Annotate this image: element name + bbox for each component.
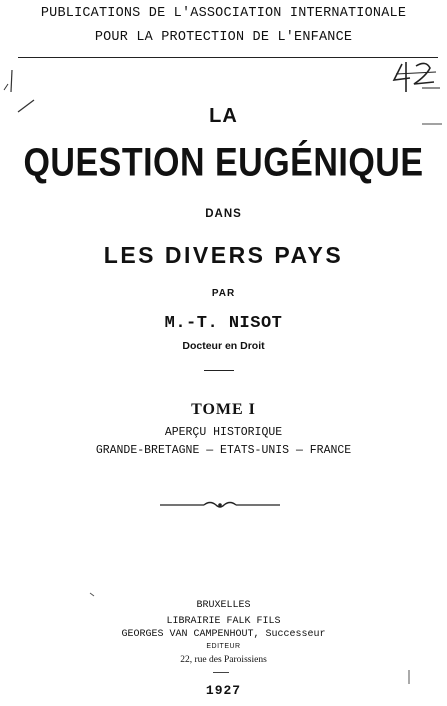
publisher-firm: LIBRAIRIE FALK FILS [166,616,281,627]
ornament-divider [160,498,280,512]
handwritten-number [392,58,444,98]
volume-number: TOME I [191,401,256,418]
book-subtitle: LES DIVERS PAYS [103,242,344,268]
author-degree: Docteur en Droit [182,340,265,352]
publisher-rule [213,672,229,673]
publication-year: 1927 [205,683,242,698]
by-label: PAR [211,288,236,299]
volume-countries: GRANDE-BRETAGNE — ETATS-UNIS — FRANCE [95,444,352,457]
title-connector: DANS [205,208,242,220]
series-line-2: POUR LA PROTECTION DE L'ENFANCE [94,30,353,45]
header-rule [18,57,438,58]
publisher-successor: GEORGES VAN CAMPENHOUT, Successeur [121,629,326,640]
series-line-1: PUBLICATIONS DE L'ASSOCIATION INTERNATIONALE [40,6,407,21]
publisher-address: 22, rue des Paroissiens [180,655,267,665]
publisher-role: EDITEUR [206,643,241,650]
publisher-city: BRUXELLES [196,600,251,611]
author-name: M.-T. NISOT [164,314,283,333]
stray-mark [88,590,98,600]
divider-rule [204,370,234,371]
title-article: LA [209,105,238,127]
book-title: QUESTION EUGÉNIQUE [23,140,424,185]
volume-topic: APERÇU HISTORIQUE [164,426,283,439]
